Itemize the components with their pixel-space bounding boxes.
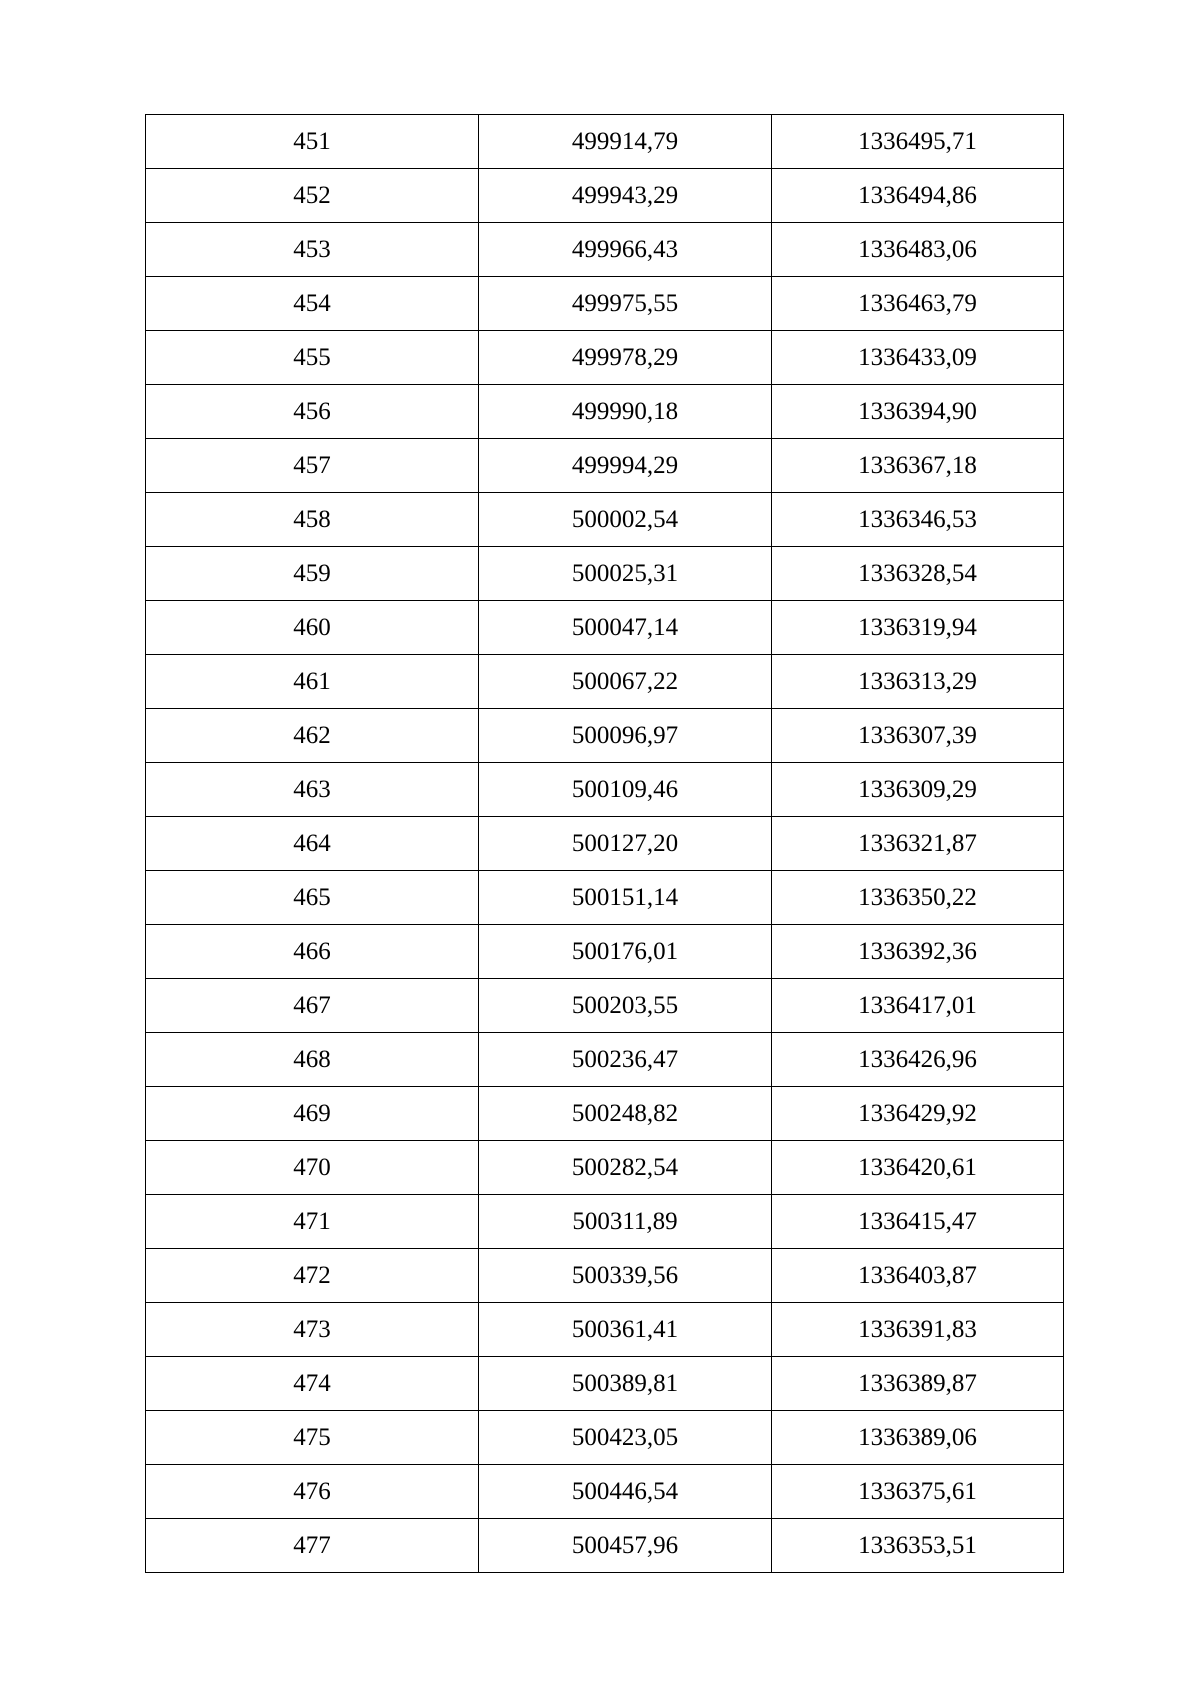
table-row <box>146 547 1064 601</box>
table-row <box>146 169 1064 223</box>
point-number-cell: 476 <box>146 1465 479 1519</box>
y-coordinate-cell: 1336309,29 <box>772 763 1064 817</box>
y-coordinate-cell: 1336463,79 <box>772 277 1064 331</box>
x-coordinate-cell: 500282,54 <box>479 1141 772 1195</box>
table-row <box>146 763 1064 817</box>
y-coordinate-cell: 1336483,06 <box>772 223 1064 277</box>
point-number-cell: 471 <box>146 1195 479 1249</box>
x-coordinate-cell: 500457,96 <box>479 1519 772 1573</box>
table-row <box>146 871 1064 925</box>
table-row <box>146 1519 1064 1573</box>
table-row <box>146 1195 1064 1249</box>
point-number-cell: 473 <box>146 1303 479 1357</box>
y-coordinate-cell: 1336394,90 <box>772 385 1064 439</box>
y-coordinate-cell: 1336426,96 <box>772 1033 1064 1087</box>
table-row <box>146 979 1064 1033</box>
point-number-cell: 461 <box>146 655 479 709</box>
x-coordinate-cell: 500002,54 <box>479 493 772 547</box>
table-row <box>146 1087 1064 1141</box>
x-coordinate-cell: 500423,05 <box>479 1411 772 1465</box>
x-coordinate-cell: 499975,55 <box>479 277 772 331</box>
y-coordinate-cell: 1336417,01 <box>772 979 1064 1033</box>
x-coordinate-cell: 499994,29 <box>479 439 772 493</box>
y-coordinate-cell: 1336429,92 <box>772 1087 1064 1141</box>
x-coordinate-cell: 500127,20 <box>479 817 772 871</box>
point-number-cell: 455 <box>146 331 479 385</box>
y-coordinate-cell: 1336415,47 <box>772 1195 1064 1249</box>
table-row <box>146 277 1064 331</box>
point-number-cell: 477 <box>146 1519 479 1573</box>
point-number-cell: 451 <box>146 115 479 169</box>
point-number-cell: 468 <box>146 1033 479 1087</box>
x-coordinate-cell: 499966,43 <box>479 223 772 277</box>
point-number-cell: 475 <box>146 1411 479 1465</box>
x-coordinate-cell: 500248,82 <box>479 1087 772 1141</box>
point-number-cell: 459 <box>146 547 479 601</box>
table-row <box>146 439 1064 493</box>
y-coordinate-cell: 1336321,87 <box>772 817 1064 871</box>
y-coordinate-cell: 1336307,39 <box>772 709 1064 763</box>
point-number-cell: 453 <box>146 223 479 277</box>
y-coordinate-cell: 1336495,71 <box>772 115 1064 169</box>
point-number-cell: 457 <box>146 439 479 493</box>
y-coordinate-cell: 1336494,86 <box>772 169 1064 223</box>
y-coordinate-cell: 1336433,09 <box>772 331 1064 385</box>
x-coordinate-cell: 500096,97 <box>479 709 772 763</box>
table-row <box>146 655 1064 709</box>
y-coordinate-cell: 1336403,87 <box>772 1249 1064 1303</box>
x-coordinate-cell: 500109,46 <box>479 763 772 817</box>
table-row <box>146 1465 1064 1519</box>
table-row <box>146 331 1064 385</box>
x-coordinate-cell: 499943,29 <box>479 169 772 223</box>
y-coordinate-cell: 1336313,29 <box>772 655 1064 709</box>
x-coordinate-cell: 500047,14 <box>479 601 772 655</box>
point-number-cell: 472 <box>146 1249 479 1303</box>
point-number-cell: 463 <box>146 763 479 817</box>
coordinates-table <box>145 114 1064 1573</box>
table-row <box>146 223 1064 277</box>
point-number-cell: 458 <box>146 493 479 547</box>
table-row <box>146 1411 1064 1465</box>
point-number-cell: 454 <box>146 277 479 331</box>
table-row <box>146 1357 1064 1411</box>
table-row <box>146 601 1064 655</box>
x-coordinate-cell: 499978,29 <box>479 331 772 385</box>
y-coordinate-cell: 1336420,61 <box>772 1141 1064 1195</box>
y-coordinate-cell: 1336389,06 <box>772 1411 1064 1465</box>
point-number-cell: 460 <box>146 601 479 655</box>
x-coordinate-cell: 500361,41 <box>479 1303 772 1357</box>
y-coordinate-cell: 1336350,22 <box>772 871 1064 925</box>
y-coordinate-cell: 1336389,87 <box>772 1357 1064 1411</box>
y-coordinate-cell: 1336319,94 <box>772 601 1064 655</box>
x-coordinate-cell: 500311,89 <box>479 1195 772 1249</box>
table-row <box>146 925 1064 979</box>
y-coordinate-cell: 1336353,51 <box>772 1519 1064 1573</box>
table-row <box>146 1141 1064 1195</box>
x-coordinate-cell: 500203,55 <box>479 979 772 1033</box>
y-coordinate-cell: 1336392,36 <box>772 925 1064 979</box>
point-number-cell: 465 <box>146 871 479 925</box>
point-number-cell: 470 <box>146 1141 479 1195</box>
point-number-cell: 464 <box>146 817 479 871</box>
point-number-cell: 467 <box>146 979 479 1033</box>
table-row <box>146 385 1064 439</box>
table-row <box>146 115 1064 169</box>
y-coordinate-cell: 1336391,83 <box>772 1303 1064 1357</box>
table-row <box>146 493 1064 547</box>
x-coordinate-cell: 500389,81 <box>479 1357 772 1411</box>
point-number-cell: 462 <box>146 709 479 763</box>
x-coordinate-cell: 500446,54 <box>479 1465 772 1519</box>
point-number-cell: 466 <box>146 925 479 979</box>
x-coordinate-cell: 499914,79 <box>479 115 772 169</box>
x-coordinate-cell: 500339,56 <box>479 1249 772 1303</box>
y-coordinate-cell: 1336346,53 <box>772 493 1064 547</box>
x-coordinate-cell: 500176,01 <box>479 925 772 979</box>
y-coordinate-cell: 1336375,61 <box>772 1465 1064 1519</box>
x-coordinate-cell: 500067,22 <box>479 655 772 709</box>
x-coordinate-cell: 500236,47 <box>479 1033 772 1087</box>
x-coordinate-cell: 500025,31 <box>479 547 772 601</box>
point-number-cell: 474 <box>146 1357 479 1411</box>
table-row <box>146 817 1064 871</box>
y-coordinate-cell: 1336328,54 <box>772 547 1064 601</box>
table-row <box>146 1033 1064 1087</box>
y-coordinate-cell: 1336367,18 <box>772 439 1064 493</box>
x-coordinate-cell: 499990,18 <box>479 385 772 439</box>
table-row <box>146 1249 1064 1303</box>
point-number-cell: 452 <box>146 169 479 223</box>
x-coordinate-cell: 500151,14 <box>479 871 772 925</box>
coordinates-table-body <box>146 115 1064 1573</box>
table-row <box>146 1303 1064 1357</box>
point-number-cell: 456 <box>146 385 479 439</box>
table-row <box>146 709 1064 763</box>
point-number-cell: 469 <box>146 1087 479 1141</box>
